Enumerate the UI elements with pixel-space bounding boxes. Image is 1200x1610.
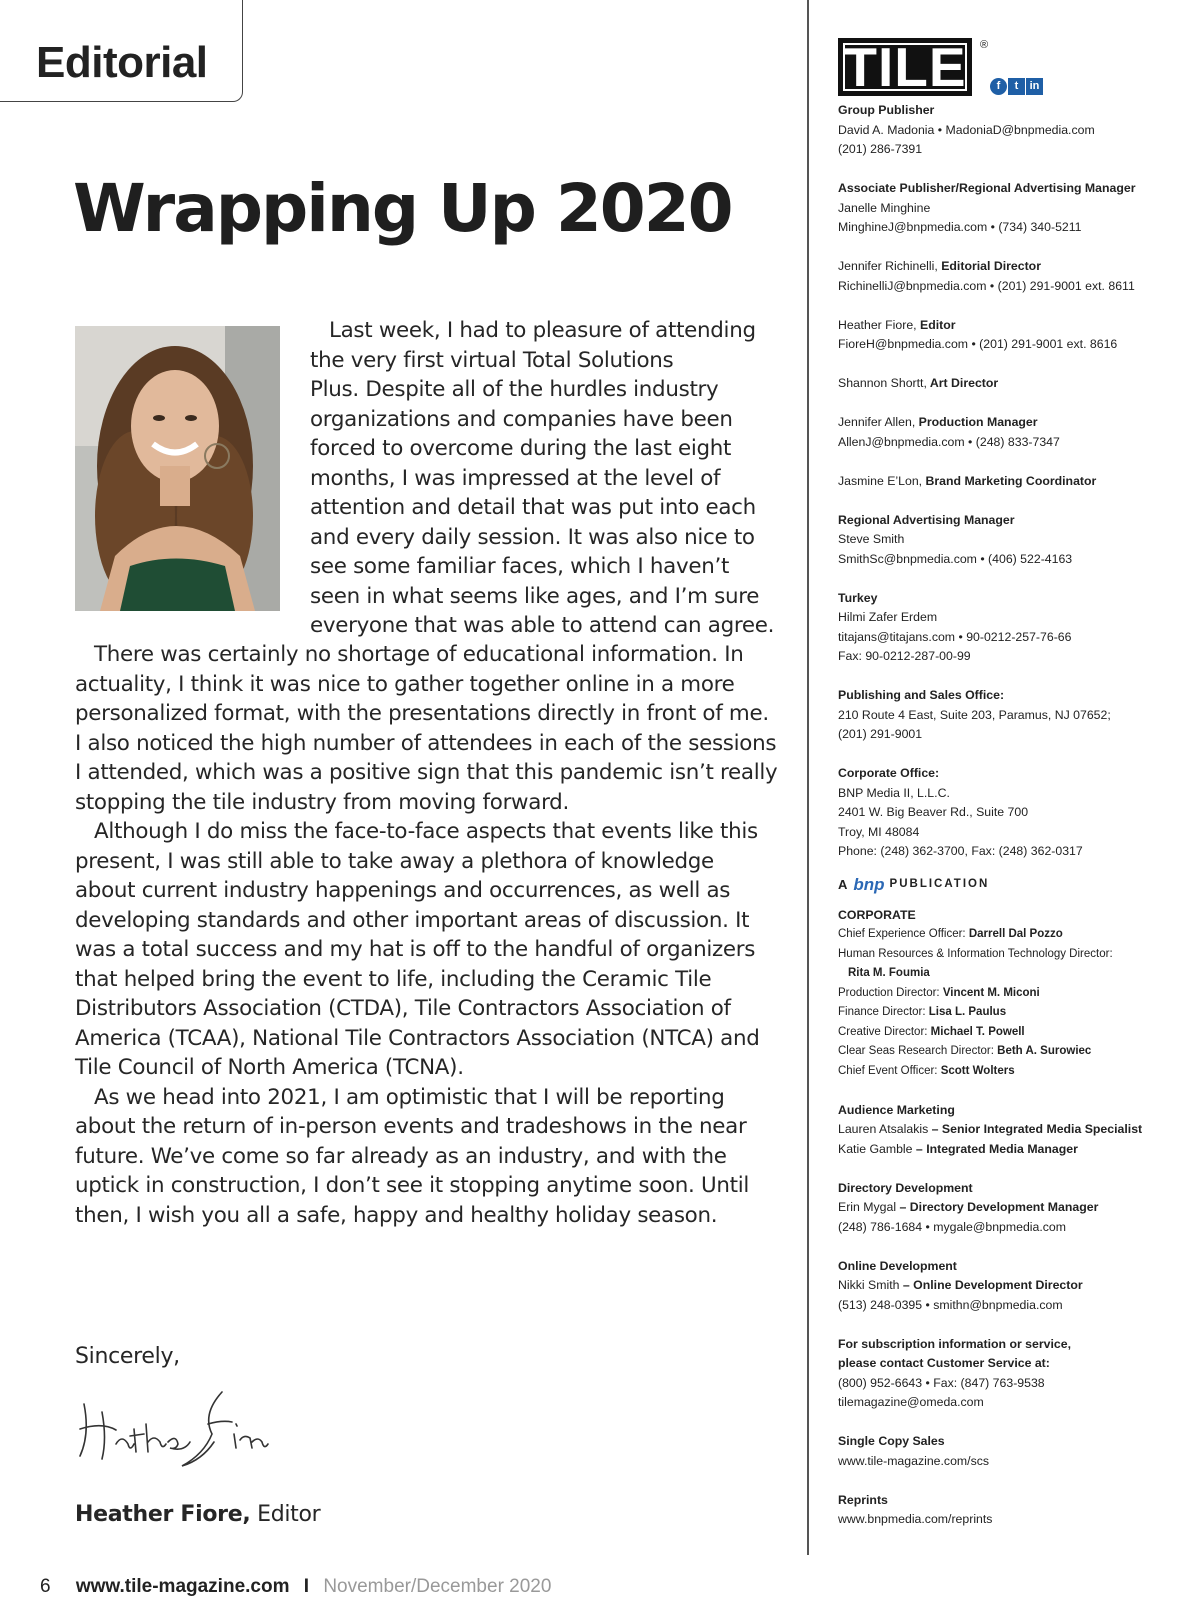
- masthead-line: Hilmi Zafer Erdem: [838, 610, 938, 624]
- masthead-line: MinghineJ@bnpmedia.com • (734) 340-5211: [838, 220, 1082, 234]
- footer-issue: November/December 2020: [323, 1576, 552, 1597]
- masthead-line: SmithSc@bnpmedia.com • (406) 522-4163: [838, 551, 1073, 566]
- masthead-line: Phone: (248) 362-3700, Fax: (248) 362-0317: [838, 844, 1083, 858]
- signature: [72, 1384, 272, 1478]
- facebook-icon[interactable]: f: [990, 78, 1007, 95]
- directory-development: [838, 1179, 1188, 1238]
- corporate-name: Rita M. Foumia: [848, 967, 930, 979]
- corporate-name: Beth A. Surowiec: [997, 1045, 1092, 1057]
- intro-line: forced to overcome during the last eight: [310, 436, 732, 461]
- bnp-logo: bnp: [853, 874, 885, 894]
- article-body: [75, 640, 780, 1230]
- art-director: [838, 374, 1188, 394]
- intro-line: seen in what seems like ages, and I’m sure: [310, 583, 760, 609]
- masthead-line: RichinelliJ@bnpmedia.com • (201) 291-9001 ext. 8611: [838, 278, 1135, 293]
- intro-line: organizations and companies have been: [310, 406, 733, 432]
- bnp-a: A: [838, 876, 849, 892]
- masthead-line: (248) 786-1684 • mygale@bnpmedia.com: [838, 1219, 1067, 1234]
- masthead-line: www.tile-magazine.com/scs: [838, 1453, 990, 1468]
- masthead-line: Troy, MI 48084: [838, 824, 920, 839]
- bnp-publication-logo: [838, 872, 1188, 898]
- intro-line: months, I was impressed at the level of: [310, 465, 721, 491]
- twitter-icon[interactable]: t: [1008, 78, 1025, 95]
- social-icons: [990, 78, 1043, 95]
- column-divider: [807, 0, 809, 1555]
- corporate-role: Chief Experience Officer:: [838, 928, 969, 940]
- corporate-row: [838, 1023, 1188, 1043]
- production-manager: [838, 413, 1188, 452]
- author-portrait-image: [75, 326, 280, 611]
- masthead-line: (201) 291-9001: [838, 727, 923, 741]
- masthead-line: Fax: 90-0212-287-00-99: [838, 649, 971, 663]
- masthead-line: For subscription information or service,: [838, 1336, 1071, 1351]
- masthead-line: Janelle Minghine: [838, 200, 931, 215]
- corporate-name: Michael T. Powell: [930, 1025, 1025, 1038]
- corporate-row: [838, 925, 1188, 945]
- masthead-line: (513) 248-0395 • smithn@bnpmedia.com: [838, 1297, 1063, 1312]
- turkey-contact: [838, 589, 1188, 667]
- masthead-name: Jasmine E’Lon,: [838, 473, 923, 488]
- signer-line: [75, 1500, 320, 1530]
- masthead-role: – Senior Integrated Media Specialist: [928, 1122, 1143, 1136]
- single-copy-sales: [838, 1432, 1188, 1471]
- registered-mark: ®: [980, 39, 989, 51]
- masthead-title: Associate Publisher/Regional Advertising Manager: [838, 181, 1136, 195]
- editorial-director: [838, 257, 1188, 296]
- tile-logo: [838, 38, 972, 96]
- intro-line: see some familiar faces, which I haven’t: [310, 554, 730, 579]
- associate-publisher: [838, 179, 1188, 238]
- masthead-role: Art Director: [926, 376, 999, 390]
- signer-name: Heather Fiore,: [75, 1502, 251, 1527]
- body-paragraph: There was certainly no shortage of educational information. In actuality, I think it was nice to gather together online in a more personalized format, with the presentations directly in front of me. I also noticed the high number of attendees in each of the sessions I attended, which was a positive sign that this pandemic isn’t really stopping the tile industry from moving forward.: [75, 642, 778, 815]
- closing-salutation: Sincerely,: [75, 1344, 180, 1369]
- regional-ad-manager: [838, 511, 1188, 570]
- masthead-role: – Online Development Director: [899, 1278, 1083, 1292]
- corporate-row: [838, 945, 1188, 965]
- masthead-line: AllenJ@bnpmedia.com • (248) 833-7347: [838, 434, 1060, 449]
- audience-marketing: [838, 1101, 1188, 1160]
- masthead-name: Nikki Smith: [838, 1278, 900, 1292]
- masthead-role: – Directory Development Manager: [896, 1200, 1099, 1214]
- masthead-line: 2401 W. Big Beaver Rd., Suite 700: [838, 805, 1029, 819]
- corporate-list: [838, 906, 1188, 1082]
- brand-marketing: [838, 472, 1188, 492]
- corporate-name: Lisa L. Paulus: [928, 1006, 1007, 1018]
- publishing-office: [838, 686, 1188, 745]
- masthead-line: David A. Madonia • MadoniaD@bnpmedia.com: [838, 122, 1095, 137]
- intro-paragraph: [310, 316, 780, 641]
- masthead-title: Corporate Office:: [838, 766, 940, 780]
- body-paragraph: As we head into 2021, I am optimistic that I will be reporting about the return of in-person events and tradeshows in the near future. We’ve come so far already as an industry, and with the uptick in construction, I don’t see it stopping anytime soon. Until then, I wish you all a safe, happy and healthy holiday season.: [75, 1084, 750, 1228]
- masthead-title: Online Development: [838, 1258, 957, 1273]
- page-number: 6: [40, 1576, 51, 1597]
- corporate-role: Finance Director:: [838, 1006, 929, 1018]
- masthead-title: Publishing and Sales Office:: [838, 688, 1005, 702]
- corporate-office: [838, 764, 1188, 862]
- masthead-line: 210 Route 4 East, Suite 203, Paramus, NJ 07652;: [838, 707, 1111, 722]
- masthead-name: Jennifer Richinelli,: [838, 259, 938, 273]
- intro-line: Last week, I had to pleasure of attending: [329, 318, 756, 343]
- masthead-line: (800) 952-6643 • Fax: (847) 763-9538: [838, 1375, 1045, 1390]
- masthead-name: Katie Gamble: [838, 1141, 913, 1156]
- masthead-role: – Integrated Media Manager: [912, 1141, 1078, 1156]
- intro-line: everyone that was able to attend can agree.: [310, 613, 775, 638]
- article-headline: Wrapping Up 2020: [73, 170, 732, 247]
- masthead-line: tilemagazine@omeda.com: [838, 1395, 984, 1409]
- masthead-title: Audience Marketing: [838, 1102, 955, 1117]
- masthead-line: Steve Smith: [838, 532, 905, 546]
- section-tab-label: Editorial: [36, 38, 208, 87]
- masthead-name: Erin Mygal: [838, 1200, 897, 1214]
- masthead-role: Editorial Director: [937, 259, 1041, 273]
- footer-separator: I: [303, 1576, 310, 1597]
- online-development: [838, 1257, 1188, 1316]
- masthead-name: Lauren Atsalakis: [838, 1122, 929, 1136]
- masthead-line: please contact Customer Service at:: [838, 1356, 1050, 1370]
- section-tab: [0, 0, 243, 102]
- masthead-line: (201) 286-7391: [838, 142, 923, 156]
- intro-line: attention and detail that was put into each: [310, 495, 756, 520]
- corporate-row: [838, 1062, 1188, 1082]
- masthead-title: Reprints: [838, 1492, 888, 1507]
- masthead-name: Jennifer Allen,: [838, 415, 916, 429]
- masthead-name: Heather Fiore,: [838, 317, 917, 332]
- corporate-role: Clear Seas Research Director:: [838, 1045, 998, 1057]
- masthead-title: Turkey: [838, 590, 878, 605]
- masthead-line: titajans@titajans.com • 90-0212-257-76-66: [838, 629, 1072, 644]
- corporate-name: Vincent M. Miconi: [942, 986, 1040, 999]
- author-photo: [75, 326, 280, 611]
- masthead-title: Regional Advertising Manager: [838, 512, 1015, 527]
- masthead-title: Directory Development: [838, 1180, 973, 1195]
- masthead-title: Group Publisher: [838, 103, 935, 117]
- subscription-info: [838, 1335, 1188, 1413]
- masthead-role: Brand Marketing Coordinator: [922, 473, 1097, 488]
- editor: [838, 316, 1188, 355]
- masthead-line: www.bnpmedia.com/reprints: [838, 1512, 993, 1526]
- signer-title: Editor: [250, 1502, 321, 1527]
- masthead-name: Shannon Shortt,: [838, 376, 927, 390]
- masthead-line: BNP Media II, L.L.C.: [838, 785, 950, 800]
- page-footer: [40, 1576, 551, 1598]
- intro-line: Plus. Despite all of the hurdles industry: [310, 377, 719, 402]
- masthead-title: Single Copy Sales: [838, 1434, 945, 1448]
- corporate-role: Production Director:: [838, 986, 943, 999]
- intro-line: and every daily session. It was also nice to: [310, 524, 755, 550]
- corporate-role: Human Resources & Information Technology Director:: [838, 947, 1113, 960]
- body-paragraph: Although I do miss the face-to-face aspects that events like this present, I was still able to take away a plethora of knowledge about current industry happenings and occurrences, as well as developing standards and other important areas of discussion. It was a total success and my hat is off to the handful of organizers that helped bring the event to life, including the Ceramic Tile Distributors Association (CTDA), Tile Contractors Association of America (TCAA), National Tile Contractors Association (NTCA) and Tile Council of North America (TCNA).: [75, 819, 760, 1080]
- corporate-role: Creative Director:: [838, 1025, 931, 1038]
- corporate-name: Scott Wolters: [940, 1064, 1015, 1077]
- masthead-role: Production Manager: [915, 415, 1038, 429]
- footer-url: www.tile-magazine.com: [75, 1576, 290, 1597]
- linkedin-icon[interactable]: in: [1026, 78, 1043, 95]
- signature-image: [72, 1384, 272, 1474]
- corporate-row: [838, 1003, 1188, 1023]
- corporate-row: [838, 1042, 1188, 1062]
- corporate-row: [838, 964, 1188, 984]
- corporate-row: [838, 984, 1188, 1004]
- corporate-name: Darrell Dal Pozzo: [968, 928, 1063, 940]
- logo-row: [838, 36, 1188, 101]
- intro-line: the very first virtual Total Solutions: [310, 347, 674, 373]
- masthead-line: FioreH@bnpmedia.com • (201) 291-9001 ext. 8616: [838, 337, 1118, 351]
- masthead-role: Editor: [916, 317, 956, 332]
- corporate-role: Chief Event Officer:: [838, 1064, 941, 1077]
- group-publisher: [838, 101, 1188, 160]
- tile-logo-text: TILE: [843, 36, 967, 98]
- reprints: [838, 1491, 1188, 1530]
- masthead: [838, 36, 1188, 1549]
- masthead-title: CORPORATE: [838, 907, 916, 922]
- bnp-publication: PUBLICATION: [889, 877, 990, 890]
